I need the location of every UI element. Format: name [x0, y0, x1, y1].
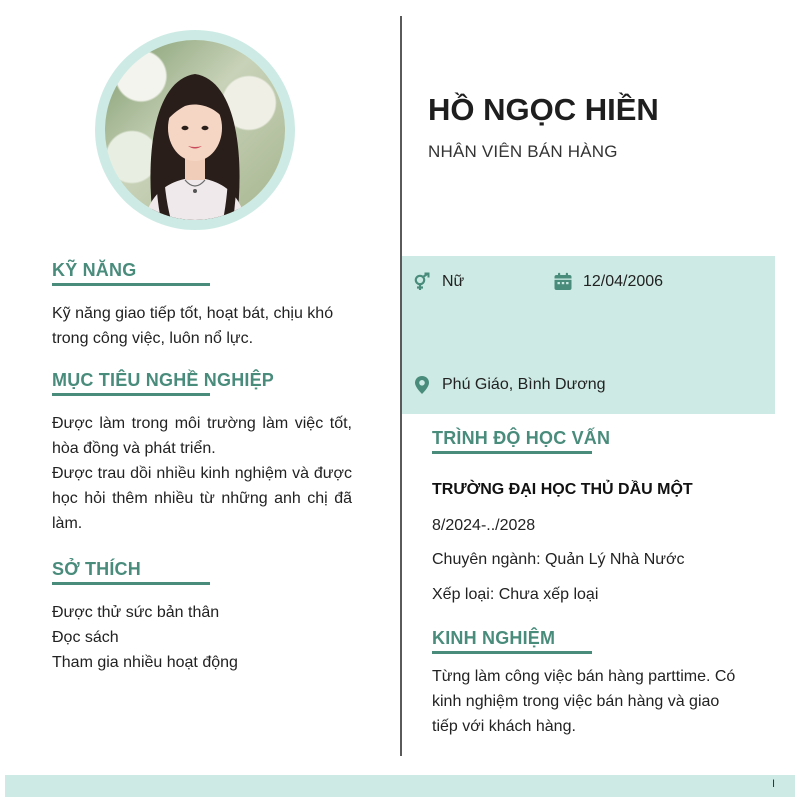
gender-item: [412, 272, 464, 292]
calendar-icon: [553, 272, 573, 292]
hobby-item: Đọc sách: [52, 629, 119, 646]
address-item: [412, 375, 606, 395]
gender-value: Nữ: [442, 273, 465, 290]
location-pin-icon: [412, 375, 432, 395]
hobby-item: Được thử sức bản thân: [52, 604, 220, 621]
birthdate-item: [553, 272, 663, 292]
career-goal-title: MỤC TIÊU NGHỀ NGHIỆP: [52, 370, 275, 390]
education-major: Chuyên ngành: Quản Lý Nhà Nước: [432, 551, 685, 568]
education-rank: Xếp loại: Chưa xếp loại: [432, 586, 599, 603]
skills-underline: [52, 283, 210, 286]
experience-underline: [432, 651, 592, 654]
footer-bar: [5, 775, 795, 797]
hobby-item: Tham gia nhiều hoạt động: [52, 654, 238, 671]
gender-icon: [412, 272, 432, 292]
education-title: TRÌNH ĐỘ HỌC VẤN: [432, 428, 611, 448]
experience-title: KINH NGHIỆM: [432, 628, 556, 648]
career-goal-text: Được làm trong môi trường làm việc tốt, hòa đồng và phát triển. Được trau dồi nhiều kinh nghiệm và được học hỏi thêm nhiều từ những anh chị đã làm.: [52, 415, 352, 532]
hobbies-title: SỞ THÍCH: [52, 559, 141, 579]
address-value: Phú Giáo, Bình Dương: [442, 376, 606, 393]
page-number: I: [771, 778, 775, 790]
education-underline: [432, 451, 592, 454]
school-name: TRƯỜNG ĐẠI HỌC THỦ DẦU MỘT: [432, 481, 693, 498]
birthdate-value: 12/04/2006: [583, 273, 664, 290]
career-goal-underline: [52, 393, 210, 396]
candidate-name: HỒ NGỌC HIỀN: [428, 92, 659, 127]
profile-photo-frame: [95, 30, 295, 230]
hobbies-underline: [52, 582, 210, 585]
education-period: 8/2024-../2028: [432, 517, 536, 534]
profile-photo: [105, 40, 285, 220]
skills-text: Kỹ năng giao tiếp tốt, hoạt bát, chịu khó trong công việc, luôn nổ lực.: [52, 305, 334, 347]
skills-title: KỸ NĂNG: [52, 260, 137, 280]
candidate-position: NHÂN VIÊN BÁN HÀNG: [428, 142, 618, 161]
experience-text: Từng làm công việc bán hàng parttime. Có kinh nghiệm trong việc bán hàng và giao tiếp với khách hàng.: [432, 668, 736, 735]
